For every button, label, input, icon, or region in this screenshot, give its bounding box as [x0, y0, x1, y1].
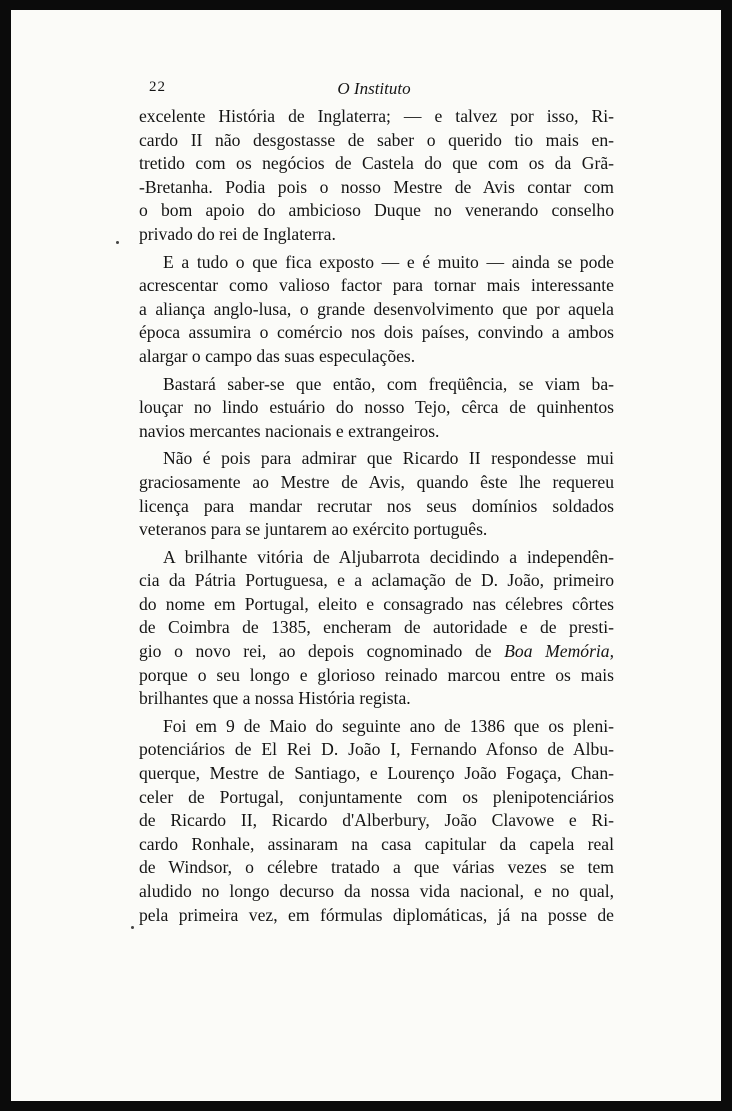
text-line: potenciários de El Rei D. João I, Fernando Afonso de Albu- [139, 739, 614, 760]
text-line: querque, Mestre de Santiago, e Lourenço João Fogaça, Chan- [139, 763, 614, 784]
text-line: de Ricardo II, Ricardo d'Alberbury, João Clavowe e Ri- [139, 810, 614, 831]
text-line: de Windsor, o célebre tratado a que várias vezes se tem [139, 857, 614, 878]
running-title: O Instituto [337, 79, 411, 98]
text-line: privado do rei de Inglaterra. [139, 223, 336, 244]
text-line: celer de Portugal, conjuntamente com os plenipotenciários [139, 786, 614, 807]
text-line: cia da Pátria Portuguesa, e a aclamação de D. João, primeiro [139, 570, 614, 591]
italic-epithet: Boa Memória, [504, 641, 614, 662]
text-line: excelente História de Inglaterra; — e talvez por isso, Ri- [139, 106, 614, 126]
paragraph-5 [139, 546, 614, 711]
text-line: graciosamente ao Mestre de Avis, quando êste lhe requereu [139, 471, 614, 492]
body-text [139, 105, 614, 927]
text-line: louçar no lindo estuário do nosso Tejo, cêrca de quinhentos [139, 397, 614, 418]
text-line: porque o seu longo e glorioso reinado marcou entre os mais [139, 664, 614, 685]
text-line: época assumira o comércio nos dois países, convindo a ambos [139, 322, 614, 343]
text-line: A brilhante vitória de Aljubarrota decidindo a independên- [163, 546, 614, 567]
text-line: de Coimbra de 1385, encheram de autoridade e de presti- [139, 617, 614, 638]
text-line: Foi em 9 de Maio do seguinte ano de 1386 que os pleni- [163, 715, 614, 736]
paragraph-4 [139, 447, 614, 541]
text-line: navios mercantes nacionais e extrangeiros. [139, 420, 440, 441]
text-line: licença para mandar recrutar nos seus domínios soldados [139, 495, 614, 516]
text-line: tretido com os negócios de Castela do que com os da Grã- [139, 153, 614, 174]
paragraph-1 [139, 105, 614, 247]
text-line: E a tudo o que fica exposto — e é muito — ainda se pode [163, 251, 614, 272]
text-line: acrescentar como valioso factor para tornar mais interessante [139, 275, 614, 296]
print-speck [116, 241, 119, 244]
text-line: alargar o campo das suas especulações. [139, 345, 416, 366]
paragraph-6 [139, 715, 614, 927]
text-line [139, 640, 614, 664]
text-line: cardo II não desgostasse de saber o querido tio mais en- [139, 129, 614, 150]
paragraph-3 [139, 373, 614, 444]
text-line: brilhantes que a nossa História regista. [139, 688, 411, 709]
paragraph-2 [139, 251, 614, 369]
text-line: Não é pois para admirar que Ricardo II respondesse mui [163, 448, 614, 469]
text-line: a aliança anglo-lusa, o grande desenvolvimento que por aquela [139, 298, 614, 319]
text-line: veteranos para se juntarem ao exército português. [139, 519, 488, 540]
text-line: do nome em Portugal, eleito e consagrado nas célebres côrtes [139, 593, 614, 614]
text-line: cardo Ronhale, assinaram na casa capitular da capela real [139, 833, 614, 854]
text-fragment: gio o novo rei, ao depois cognominado de [139, 641, 505, 662]
text-line: pela primeira vez, em fórmulas diplomáticas, já na posse de [139, 904, 614, 925]
text-line: Bastará saber-se que então, com freqüência, se viam ba- [163, 373, 614, 394]
text-line: o bom apoio do ambicioso Duque no venerando conselho [139, 200, 614, 221]
text-line: -Bretanha. Podia pois o nosso Mestre de Avis contar com [139, 176, 614, 197]
print-speck [131, 926, 134, 929]
text-line: aludido no longo decurso da nossa vida nacional, e no qual, [139, 881, 614, 901]
page-number: 22 [149, 79, 166, 95]
